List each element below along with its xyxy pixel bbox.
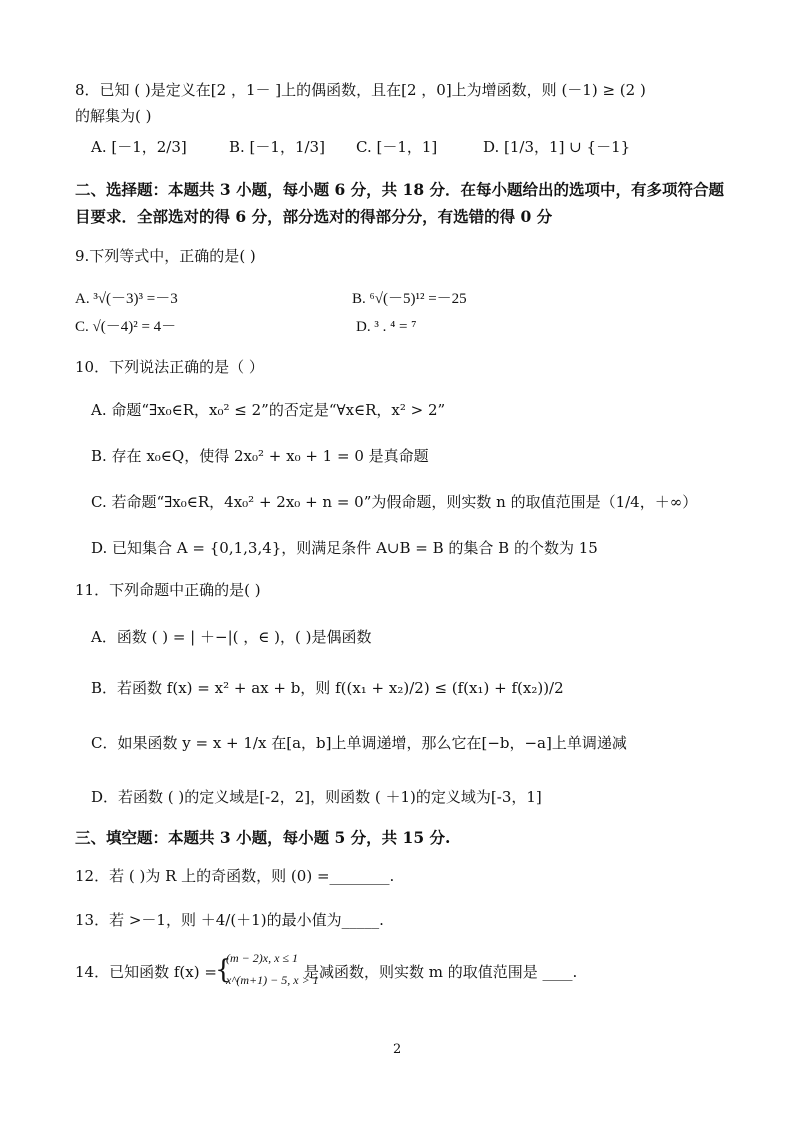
q9-stem: 9.下列等式中，正确的是( ) [75,247,256,265]
q8-line2: 的解集为( ) [75,107,152,125]
q11-option-a: A．函数 ( ) = | ＋−|( ，∈ )，( )是偶函数 [91,628,372,646]
q10-option-c: C. 若命题“∃x₀∈R，4x₀² + 2x₀ + n = 0”为假命题，则实数 n 的取值范围是（1/4，＋∞） [91,493,698,511]
q8-option-a: A. [－1，2/3] [91,138,187,156]
q9-option-c: C. √(－4)² = 4－ [75,319,177,335]
q12-text: 12．若 ( )为 R 上的奇函数，则 (0) =________. [75,867,395,885]
q8-option-c: C. [－1，1] [356,138,438,156]
q11-stem: 11．下列命题中正确的是( ) [75,581,261,599]
q9-option-d: D. ³ . ⁴ = ⁷ [356,319,417,335]
q14-prefix: 14．已知函数 f(x) = [75,963,217,981]
q8-option-d: D. [1/3，1] ∪ {－1} [483,138,631,156]
q11-option-d: D．若函数 ( )的定义域是[-2，2]，则函数 ( ＋1)的定义域为[-3，1] [91,788,542,806]
q9-option-b: B. ⁶√(－5)¹² =－25 [352,291,467,307]
q14-brace: { [215,955,232,985]
q8-option-b: B. [－1，1/3] [229,138,325,156]
q11-option-c: C．如果函数 y = x + 1/x 在[a，b]上单调递增，那么它在[−b，−a]上单调递减 [91,734,627,752]
q8-line1: 8．已知 ( )是定义在[2 ，1－ ]上的偶函数，且在[2 ，0]上为增函数，则 (－1) ≥ (2 ) [75,81,646,99]
q9-option-a: A. ³√(－3)³ =－3 [75,291,178,307]
section3-header: 三、填空题：本题共 3 小题，每小题 5 分，共 15 分. [75,828,451,847]
q14-case2: x^(m+1) − 5, x > 1 [226,973,319,987]
section2-header-line1: 二、选择题：本题共 3 小题，每小题 6 分，共 18 分．在每小题给出的选项中，有多项符合题 [75,180,725,199]
q10-option-a: A. 命题“∃x₀∈R，x₀² ≤ 2”的否定是“∀x∈R，x² > 2” [91,401,446,419]
section2-header-line2: 目要求．全部选对的得 6 分，部分选对的得部分分，有选错的得 0 分 [75,207,553,226]
q11-option-b: B．若函数 f(x) = x² + ax + b，则 f((x₁ + x₂)/2) ≤ (f(x₁) + f(x₂))/2 [91,679,564,697]
q10-option-b: B. 存在 x₀∈Q，使得 2x₀² + x₀ + 1 = 0 是真命题 [91,447,429,465]
q14-case1: (m − 2)x, x ≤ 1 [226,951,298,965]
page-number: 2 [393,1042,402,1057]
q13-text: 13．若 >－1，则 ＋4/(＋1)的最小值为_____. [75,911,384,929]
q10-stem: 10．下列说法正确的是（ ） [75,358,264,376]
q10-option-d: D. 已知集合 A = {0,1,3,4}，则满足条件 A∪B = B 的集合 B 的个数为 15 [91,539,598,557]
q14-suffix: 是减函数，则实数 m 的取值范围是 ____. [304,963,578,981]
